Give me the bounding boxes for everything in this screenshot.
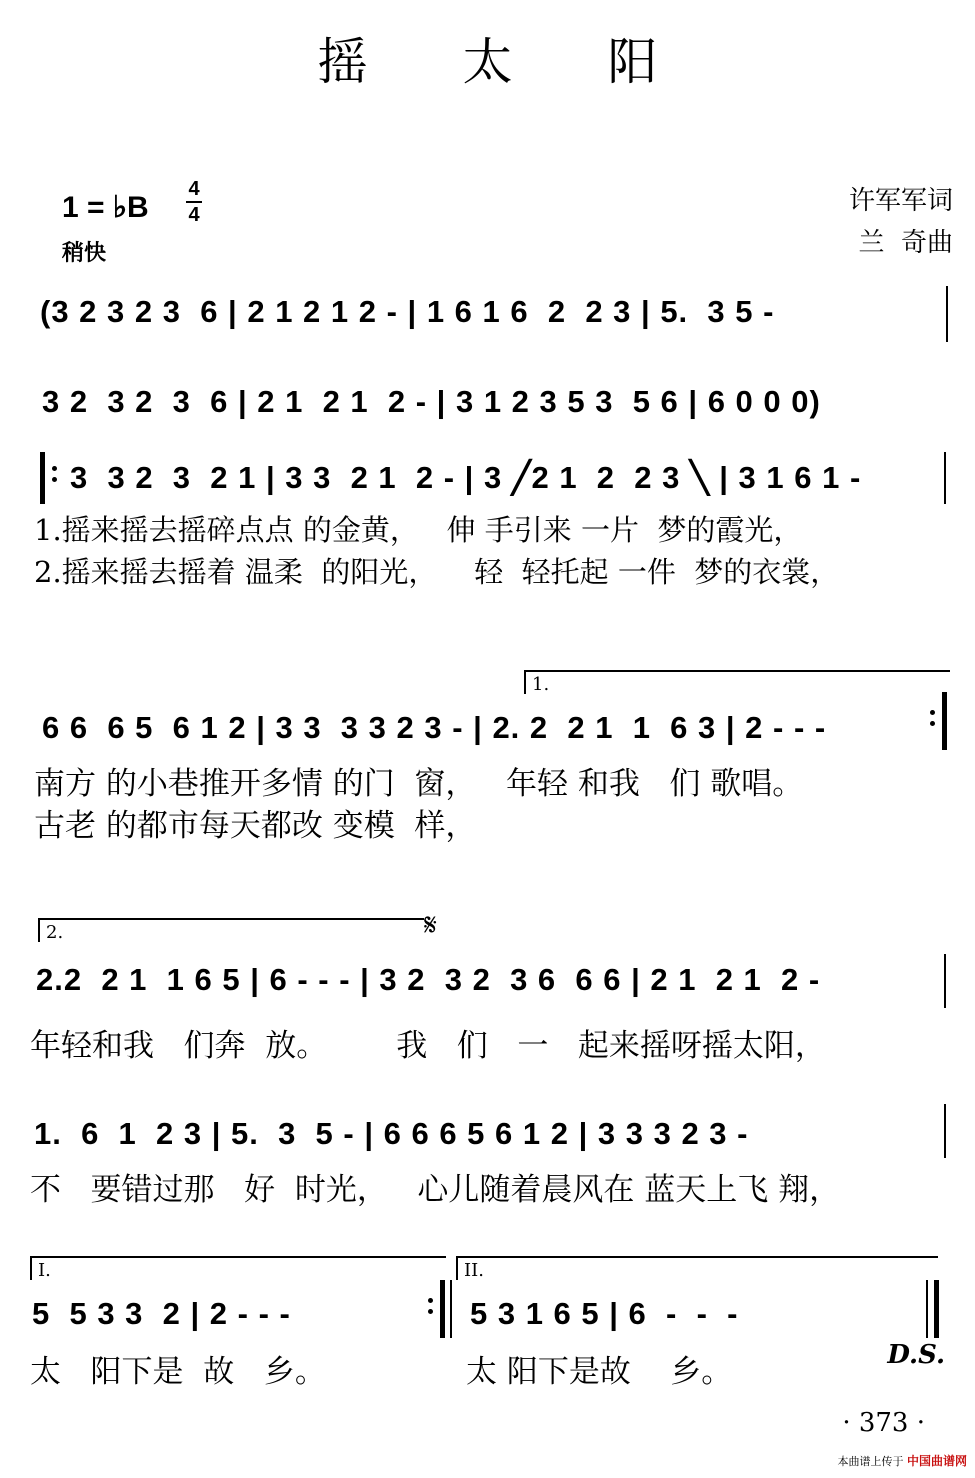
key-signature: 1 = ♭B — [62, 191, 149, 224]
upload-credit — [837, 1452, 967, 1469]
volta-2-label: 2. — [46, 922, 64, 943]
barline — [450, 1280, 452, 1338]
volta-1-bracket — [524, 670, 950, 694]
lyricist-credit: 许军军词 — [848, 186, 953, 216]
final-barline-thick — [934, 1280, 939, 1338]
brand-logo[interactable]: 中国曲谱网 — [906, 1454, 967, 1468]
barline — [944, 954, 946, 1008]
verse-lyric-2: 2.摇来摇去摇着 温柔 的阳光， 轻 轻托起 一件 梦的衣裳， — [34, 555, 840, 589]
repeat-dots — [428, 1292, 433, 1320]
repeat-dots — [52, 460, 57, 488]
ending-II-label: II. — [464, 1260, 484, 1281]
time-signature-bar — [186, 201, 202, 203]
ending-II-lyric: 太 阳下是故 乡。 — [466, 1354, 733, 1390]
chorus-notes-2: 1. 6 1 2 3 | 5. 3 5 - | 6 6 6 5 6 1 2 | 3 3 3 2 3 - — [34, 1116, 749, 1151]
final-barline-thin — [926, 1280, 928, 1338]
bridge-lyric-2: 古老 的都市每天都改 变模 样， — [34, 808, 477, 844]
repeat-start-barline — [40, 452, 45, 504]
verse-notes: 3 3 2 3 2 1 | 3 3 2 1 2 - | 3 ╱2 1 2 2 3 ╲ | 3 1 6 1 - — [70, 460, 862, 495]
segno-icon: 𝄋 — [424, 908, 437, 943]
page-number: · 373 · — [842, 1408, 925, 1438]
chorus-notes-1: 2.2 2 1 1 6 5 | 6 - - - | 3 2 3 2 3 6 6 6 | 2 1 2 1 2 - — [36, 962, 821, 997]
barline — [946, 286, 948, 342]
repeat-end-barline — [942, 692, 947, 750]
barline — [944, 1104, 946, 1158]
upload-text: 本曲谱上传于 — [837, 1455, 904, 1468]
ending-II-bracket — [456, 1256, 938, 1280]
time-signature-bottom: 4 — [188, 204, 200, 226]
ending-I-label: I. — [38, 1260, 51, 1281]
dal-segno-marking: D.S. — [887, 1340, 945, 1370]
composer-credit: 兰 奇曲 — [858, 228, 953, 258]
repeat-dots — [930, 704, 935, 732]
page-title: 摇太阳 — [317, 33, 753, 91]
chorus-lyric-1: 年轻和我 们奔 放。 我 们 一 起来摇呀摇太阳， — [30, 1028, 826, 1064]
barline — [944, 452, 946, 504]
intro-line-2: 3 2 3 2 3 6 | 2 1 2 1 2 - | 3 1 2 3 5 3 5 6 | 6 0 0 0) — [42, 384, 821, 419]
repeat-end-barline — [440, 1280, 445, 1338]
volta-1-label: 1. — [532, 674, 550, 695]
ending-II-notes: 5 3 1 6 5 | 6 - - - — [470, 1296, 739, 1331]
time-signature-top: 4 — [188, 178, 200, 200]
volta-2-bracket — [38, 918, 424, 942]
chorus-lyric-2: 不 要错过那 好 时光， 心儿随着晨风在 蓝天上飞 翔， — [30, 1172, 841, 1208]
bridge-lyric-1: 南方 的小巷推开多情 的门 窗， 年轻 和我 们 歌唱。 — [34, 766, 804, 802]
ending-I-bracket — [30, 1256, 446, 1280]
bridge-notes: 6 6 6 5 6 1 2 | 3 3 3 3 2 3 - | 2. 2 2 1 1 6 3 | 2 - - - — [42, 710, 827, 745]
ending-I-notes: 5 5 3 3 2 | 2 - - - — [32, 1296, 291, 1331]
tempo-marking: 稍快 — [62, 241, 107, 266]
time-signature — [186, 178, 202, 226]
intro-line-1: (3 2 3 2 3 6 | 2 1 2 1 2 - | 1 6 1 6 2 2 3 | 5. 3 5 - — [40, 294, 775, 329]
verse-lyric-1: 1.摇来摇去摇碎点点 的金黄， 伸 手引来 一片 梦的霞光， — [34, 513, 803, 547]
ending-I-lyric: 太 阳下是 故 乡。 — [30, 1354, 326, 1390]
